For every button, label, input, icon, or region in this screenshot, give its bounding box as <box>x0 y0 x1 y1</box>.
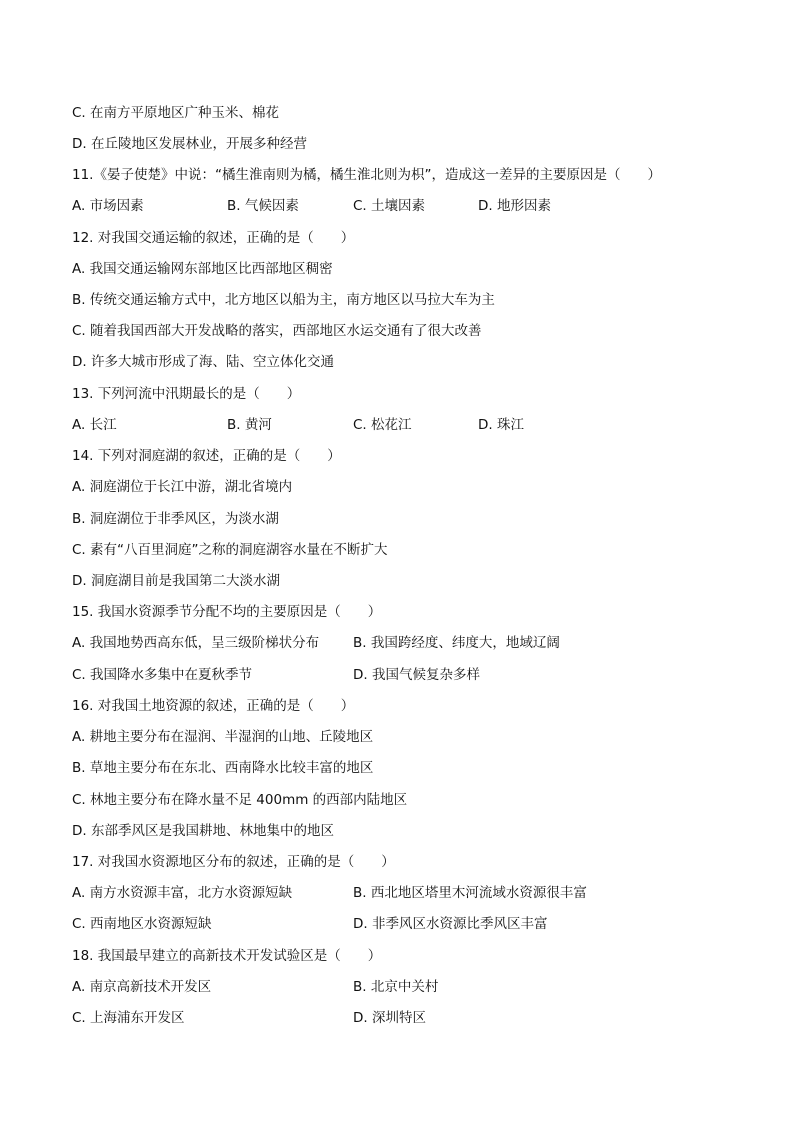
q18-option-b: B. 北京中关村 <box>353 979 439 995</box>
q14-option-a: A. 洞庭湖位于长江中游，湖北省境内 <box>72 479 293 495</box>
q17-option-b: B. 西北地区塔里木河流域水资源很丰富 <box>353 885 587 901</box>
q18-option-d: D. 深圳特区 <box>353 1010 426 1026</box>
q14-option-c: C. 素有“八百里洞庭”之称的洞庭湖容水量在不断扩大 <box>72 542 388 558</box>
q17-option-c: C. 西南地区水资源短缺 <box>72 916 212 932</box>
q11-option-a: A. 市场因素 <box>72 198 144 214</box>
q17-option-a: A. 南方水资源丰富，北方水资源短缺 <box>72 885 293 901</box>
q14-option-d: D. 洞庭湖目前是我国第二大淡水湖 <box>72 573 280 589</box>
q16-option-b: B. 草地主要分布在东北、西南降水比较丰富的地区 <box>72 760 374 776</box>
q10-option-d: D. 在丘陵地区发展林业，开展多种经营 <box>72 136 307 152</box>
q15-option-a: A. 我国地势西高东低，呈三级阶梯状分布 <box>72 635 320 651</box>
q13-option-c: C. 松花江 <box>353 417 412 433</box>
q17-option-d: D. 非季风区水资源比季风区丰富 <box>353 916 548 932</box>
q16-option-a: A. 耕地主要分布在湿润、半湿润的山地、丘陵地区 <box>72 729 374 745</box>
q11-option-b: B. 气候因素 <box>227 198 299 214</box>
q16-option-d: D. 东部季风区是我国耕地、林地集中的地区 <box>72 823 334 839</box>
q14-option-b: B. 洞庭湖位于非季风区，为淡水湖 <box>72 511 279 527</box>
q16-stem: 16. 对我国土地资源的叙述，正确的是（ ） <box>72 698 355 714</box>
q10-option-c: C. 在南方平原地区广种玉米、棉花 <box>72 105 280 121</box>
q18-option-a: A. 南京高新技术开发区 <box>72 979 212 995</box>
q18-option-c: C. 上海浦东开发区 <box>72 1010 185 1026</box>
q16-option-c: C. 林地主要分布在降水量不足 400mm 的西部内陆地区 <box>72 792 408 808</box>
q15-stem: 15. 我国水资源季节分配不均的主要原因是（ ） <box>72 604 382 620</box>
q13-option-a: A. 长江 <box>72 417 117 433</box>
q12-option-c: C. 随着我国西部大开发战略的落实，西部地区水运交通有了很大改善 <box>72 323 482 339</box>
q17-stem: 17. 对我国水资源地区分布的叙述，正确的是（ ） <box>72 854 395 870</box>
q11-option-d: D. 地形因素 <box>478 198 551 214</box>
q15-option-b: B. 我国跨经度、纬度大，地域辽阔 <box>353 635 560 651</box>
q13-option-b: B. 黄河 <box>227 417 272 433</box>
q12-option-a: A. 我国交通运输网东部地区比西部地区稠密 <box>72 261 333 277</box>
q14-stem: 14. 下列对洞庭湖的叙述，正确的是（ ） <box>72 448 341 464</box>
q18-stem: 18. 我国最早建立的高新技术开发试验区是（ ） <box>72 948 382 964</box>
q12-stem: 12. 对我国交通运输的叙述，正确的是（ ） <box>72 230 355 246</box>
q15-option-c: C. 我国降水多集中在夏秋季节 <box>72 667 253 683</box>
q12-option-b: B. 传统交通运输方式中，北方地区以船为主，南方地区以马拉大车为主 <box>72 292 495 308</box>
q12-option-d: D. 许多大城市形成了海、陆、空立体化交通 <box>72 354 334 370</box>
q13-stem: 13. 下列河流中汛期最长的是（ ） <box>72 386 301 402</box>
q11-option-c: C. 土壤因素 <box>353 198 426 214</box>
q15-option-d: D. 我国气候复杂多样 <box>353 667 480 683</box>
q11-stem: 11.《晏子使楚》中说：“橘生淮南则为橘，橘生淮北则为枳”，造成这一差异的主要原因是（ ） <box>72 167 661 183</box>
q13-option-d: D. 珠江 <box>478 417 524 433</box>
